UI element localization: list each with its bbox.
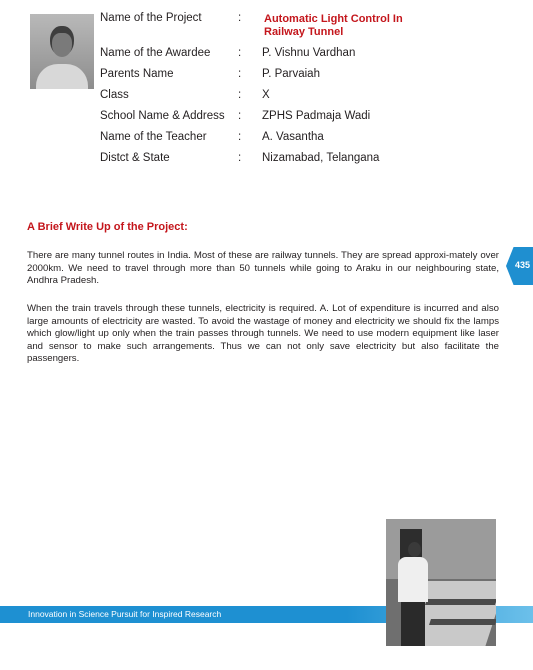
detail-colon: : — [238, 12, 242, 24]
detail-label: Name of the Teacher — [100, 131, 207, 143]
detail-label: Parents Name — [100, 68, 174, 80]
detail-value: X — [262, 89, 270, 101]
detail-label: Name of the Project — [100, 12, 202, 24]
detail-value: Nizamabad, Telangana — [262, 152, 380, 164]
detail-row-awardee — [0, 47, 533, 65]
brief-paragraph: When the train travels through these tunnels, electricity is required. A. Lot of expenditure is incurred and also large amounts of electricity are wasted. To avoid the wastage of money and electricity we should fix the lamps which glow/light up only when the train passes through tunnels. We need to use modern equipment like laser and sensor to make such arrangements. Thus we can not only save electricity but also facilitate the passengers. — [27, 303, 499, 365]
detail-row-parents — [0, 68, 533, 86]
detail-row-school — [0, 110, 533, 128]
detail-value: A. Vasantha — [262, 131, 324, 143]
awardee-details — [0, 0, 533, 180]
detail-colon: : — [238, 89, 242, 101]
detail-row-teacher — [0, 131, 533, 149]
detail-colon: : — [238, 110, 242, 122]
detail-row-class — [0, 89, 533, 107]
page-number: 435 — [515, 260, 531, 270]
detail-colon: : — [238, 131, 242, 143]
detail-label: Name of the Awardee — [100, 47, 211, 59]
detail-row-district — [0, 152, 533, 170]
photo-model-track — [425, 599, 496, 605]
photo-model-track — [429, 619, 496, 625]
project-title-line: Railway Tunnel — [264, 26, 344, 38]
detail-label: School Name & Address — [100, 110, 225, 122]
photo-student-legs — [401, 602, 425, 646]
project-title-line: Automatic Light Control In — [264, 13, 403, 25]
detail-label: Class — [100, 89, 129, 101]
project-title — [264, 13, 464, 39]
detail-colon: : — [238, 47, 242, 59]
photo-student-shirt — [398, 557, 428, 602]
footer-text: Innovation in Science Pursuit for Inspired Research — [28, 609, 222, 619]
brief-paragraph: There are many tunnel routes in India. Most of these are railway tunnels. They are spread approxi-mately over 2000km. We need to travel through more than 50 tunnels while going to Araku in our neighbouring state, Andhra Pradesh. — [27, 250, 499, 287]
brief-heading: A Brief Write Up of the Project: — [27, 221, 188, 233]
project-demo-photo — [386, 519, 496, 646]
detail-value: P. Vishnu Vardhan — [262, 47, 356, 59]
photo-student-head — [408, 542, 421, 557]
detail-value: P. Parvaiah — [262, 68, 320, 80]
detail-value: ZPHS Padmaja Wadi — [262, 110, 371, 122]
detail-label: Distct & State — [100, 152, 170, 164]
detail-colon: : — [238, 152, 242, 164]
detail-colon: : — [238, 68, 242, 80]
